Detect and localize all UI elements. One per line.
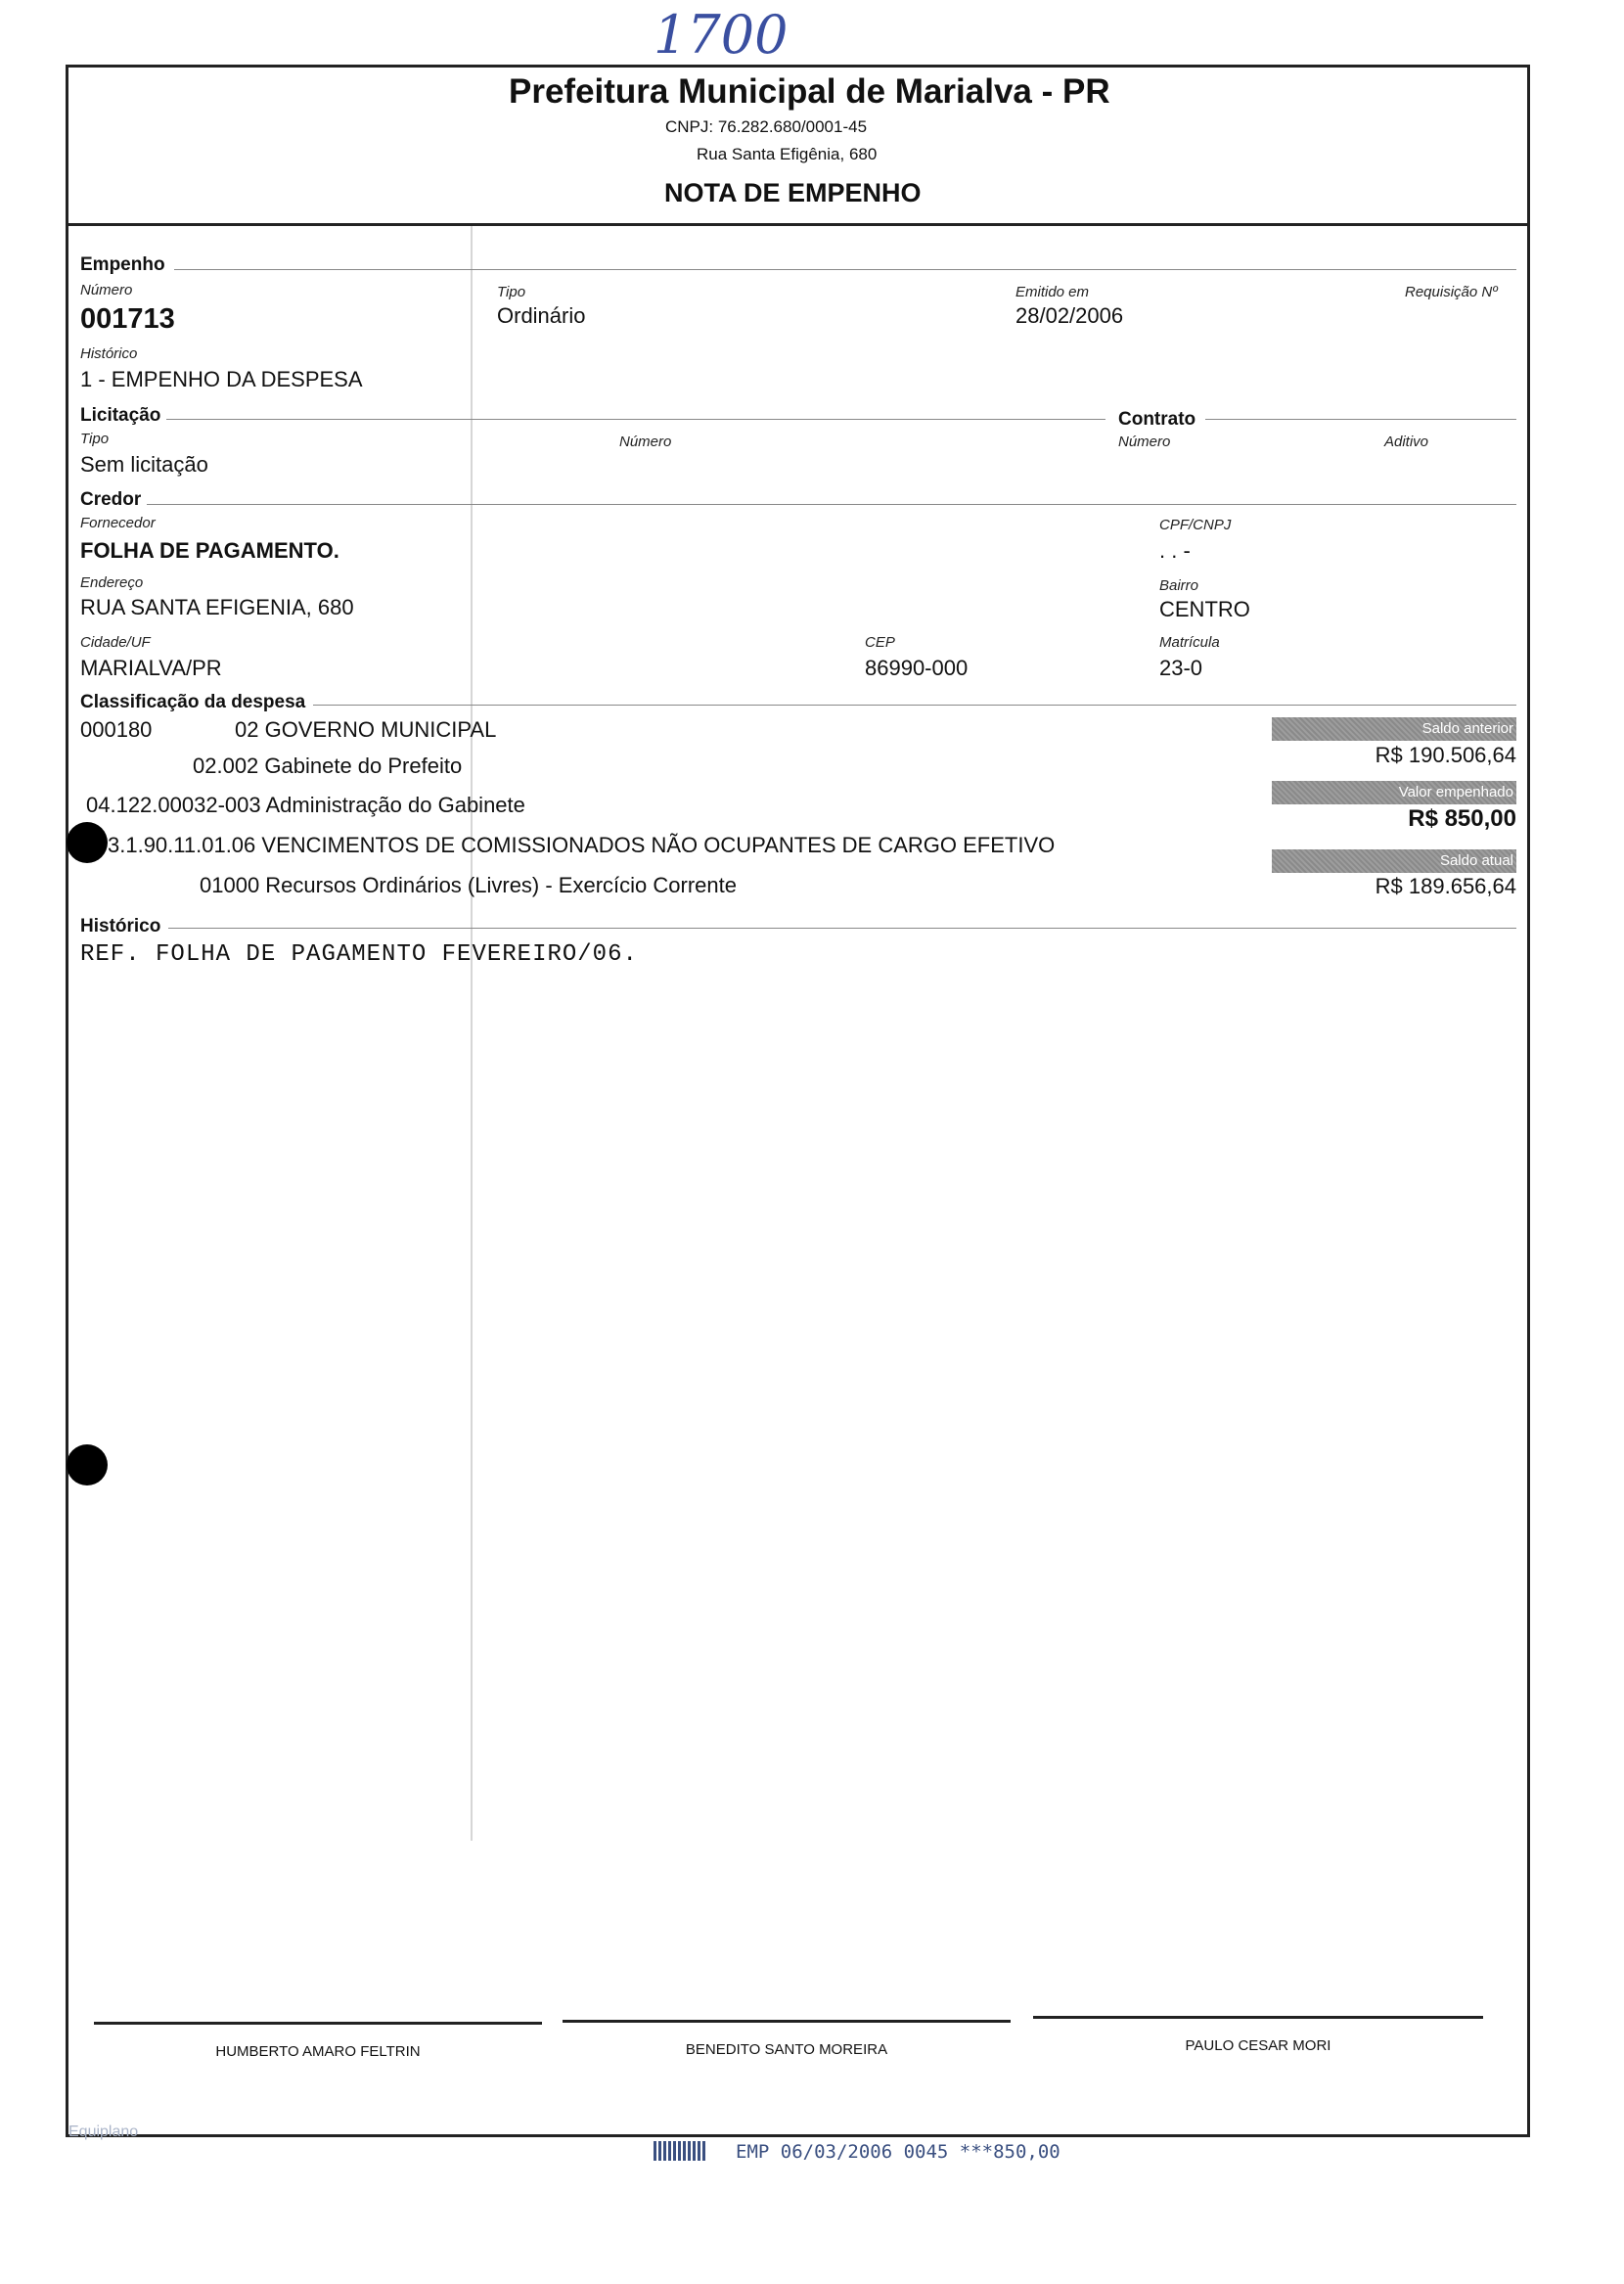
signature-line [1033,2016,1483,2019]
bairro-value: CENTRO [1159,597,1250,621]
historico-label: Histórico [80,345,138,362]
cidade-label: Cidade/UF [80,634,151,651]
section-empenho: Empenho [80,254,165,275]
section-contrato: Contrato [1118,409,1196,430]
section-historico: Histórico [80,916,161,936]
address-text: Rua Santa Efigênia, 680 [697,145,878,163]
emitido-label: Emitido em [1015,284,1090,300]
endereco-label: Endereço [80,574,144,591]
section-classificacao: Classificação da despesa [80,692,306,712]
section-rule [313,705,1516,706]
historico-value: 1 - EMPENHO DA DESPESA [80,367,363,391]
cpf-label: CPF/CNPJ [1159,517,1232,533]
signature-name-2: BENEDITO SANTO MOREIRA [685,2041,888,2058]
section-rule [166,419,1105,420]
cep-value: 86990-000 [865,656,969,680]
section-rule [168,928,1516,929]
tipo-label: Tipo [497,284,526,300]
payment-stamp: EMP 06/03/2006 0045 ***850,00 [736,2141,1060,2163]
classificacao-orgao: 02 GOVERNO MUNICIPAL [235,717,497,742]
section-rule [1205,419,1516,420]
section-credor: Credor [80,489,142,510]
punch-hole-lower [67,1444,108,1485]
handwritten-number: 1700 [654,4,789,66]
classificacao-funcional: 04.122.00032-003 Administração do Gabinete [86,793,525,817]
saldo-atual-value: R$ 189.656,64 [1375,874,1516,898]
classificacao-recurso: 01000 Recursos Ordinários (Livres) - Exercício Corrente [200,873,737,897]
document-title: NOTA DE EMPENHO [664,178,922,207]
header-divider [66,223,1530,226]
historico-text: REF. FOLHA DE PAGAMENTO FEVEREIRO/06. [80,941,638,968]
signature-line [94,2022,542,2025]
requisicao-label: Requisição Nº [1405,284,1498,300]
empenho-number: 001713 [80,303,175,335]
contrato-aditivo-label: Aditivo [1384,434,1429,450]
section-licitacao: Licitação [80,405,161,426]
signature-line [563,2020,1011,2023]
emitido-value: 28/02/2006 [1015,303,1124,328]
classificacao-elemento: 3.1.90.11.01.06 VENCIMENTOS DE COMISSIONADOS NÃO OCUPANTES DE CARGO EFETIVO [108,833,1056,857]
matricula-value: 23-0 [1159,656,1203,680]
cnpj-text: CNPJ: 76.282.680/0001-45 [665,117,868,136]
tipo-value: Ordinário [497,303,586,328]
saldo-anterior-label: Saldo anterior [1272,717,1516,741]
footer-brand: Equiplano [68,2124,139,2140]
licitacao-tipo-value: Sem licitação [80,452,208,477]
bairro-label: Bairro [1159,577,1199,594]
licitacao-numero-label: Número [619,434,672,450]
matricula-label: Matrícula [1159,634,1220,651]
cidade-value: MARIALVA/PR [80,656,222,680]
contrato-numero-label: Número [1118,434,1171,450]
saldo-anterior-value: R$ 190.506,64 [1375,743,1516,767]
fornecedor-value: FOLHA DE PAGAMENTO. [80,538,339,563]
numero-label: Número [80,282,133,298]
signature-name-1: HUMBERTO AMARO FELTRIN [215,2043,421,2060]
valor-empenhado-label: Valor empenhado [1272,781,1516,804]
saldo-atual-label: Saldo atual [1272,849,1516,873]
section-rule [147,504,1516,505]
cpf-value: . . - [1159,538,1191,563]
fornecedor-label: Fornecedor [80,515,156,531]
punch-hole-upper [67,822,108,863]
licitacao-tipo-label: Tipo [80,431,110,447]
scan-artifact-line [471,226,473,1841]
stamp-barcode [654,2141,706,2161]
classificacao-code: 000180 [80,717,153,742]
municipality-title: Prefeitura Municipal de Marialva - PR [509,72,1110,111]
section-rule [174,269,1516,270]
cep-label: CEP [865,634,895,651]
signature-name-3: PAULO CESAR MORI [1185,2037,1331,2054]
valor-empenhado-value: R$ 850,00 [1408,805,1516,832]
classificacao-unidade: 02.002 Gabinete do Prefeito [193,754,463,778]
balance-panel [1272,717,1516,903]
endereco-value: RUA SANTA EFIGENIA, 680 [80,595,354,619]
